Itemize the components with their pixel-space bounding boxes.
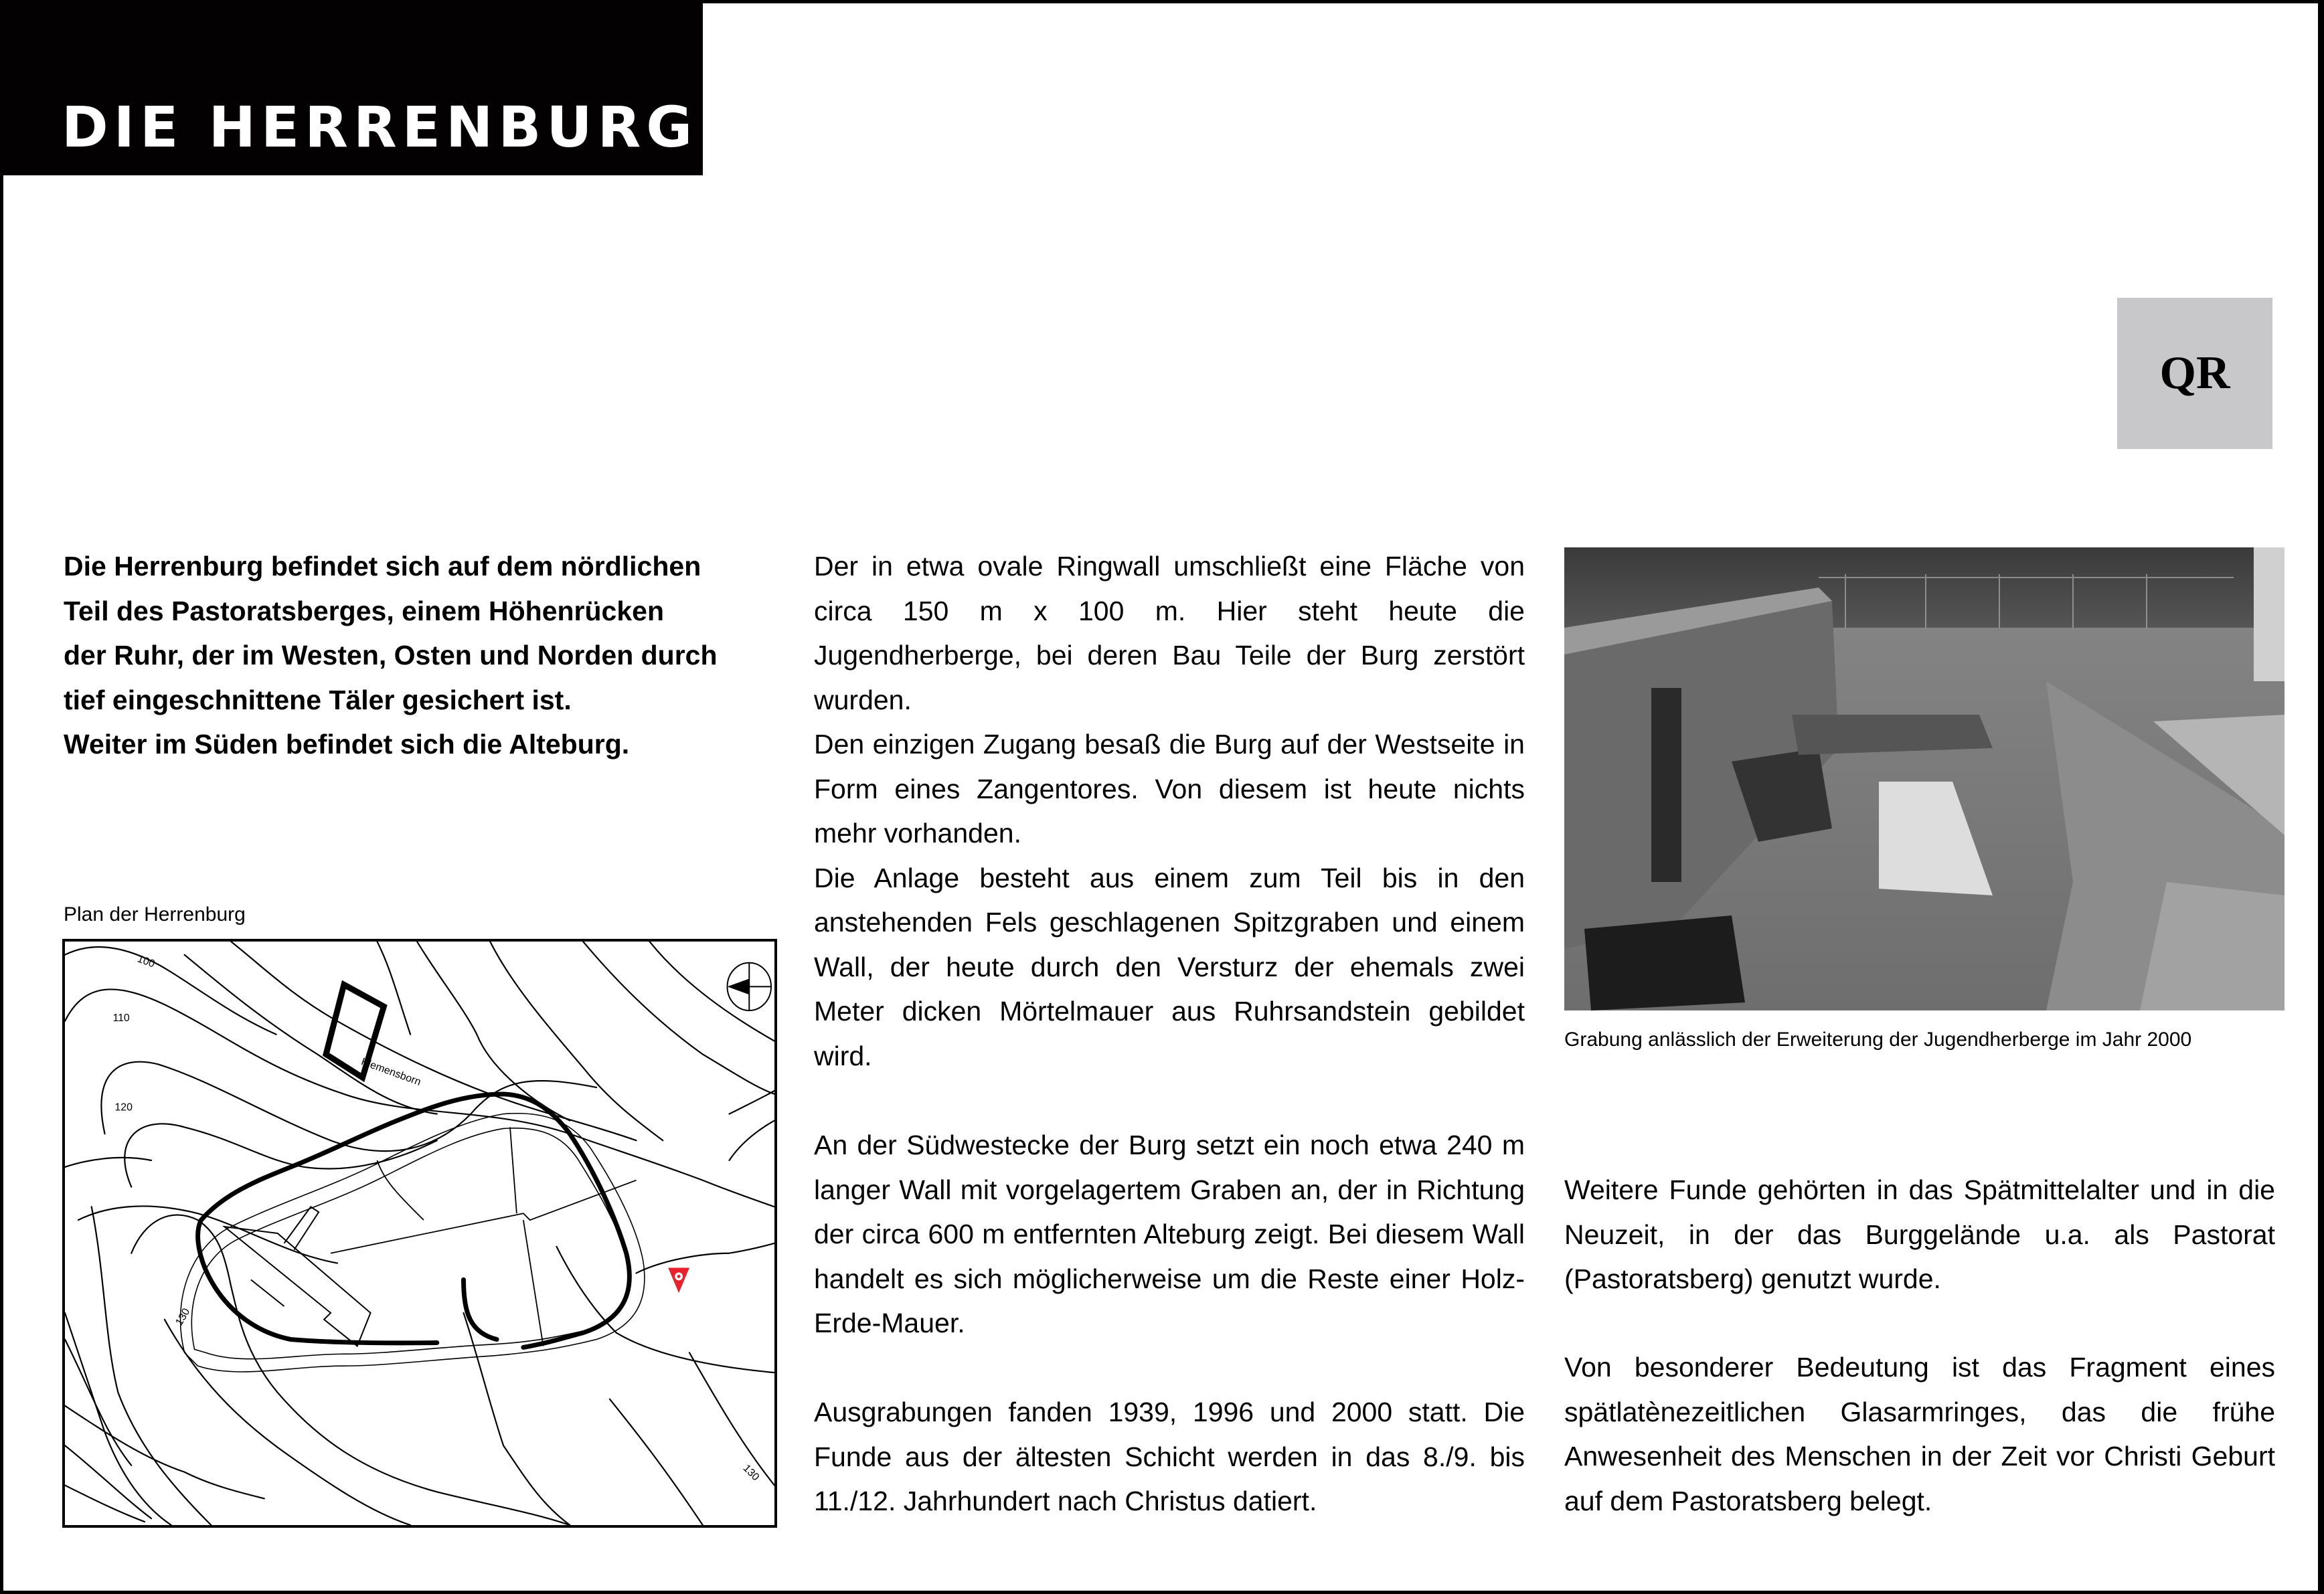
contour-label-130-west: 130 — [173, 1306, 193, 1328]
excavation-photo — [1564, 547, 2285, 1010]
stream-label: Klemensborn — [359, 1056, 423, 1089]
paragraph: Von besonderer Bedeutung ist das Fragment eines spätlatènezeitlichen Glasarmringes, das die frühe Anwesenheit des Menschen in der Zeit vor Christi Geburt auf dem Pastoratsberg belegt. — [1564, 1352, 2275, 1516]
column2-block1 — [814, 544, 1525, 1078]
map-labels — [112, 954, 761, 1484]
hostel-building — [224, 1207, 370, 1346]
contour-lines — [65, 942, 774, 1525]
intro-line: Weiter im Süden befindet sich die Alteburg. — [64, 729, 630, 760]
paragraph: Der in etwa ovale Ringwall umschließt eine Fläche von circa 150 m x 100 m. Hier steht heute die Jugendherberge, bei deren Bau Teile der Burg zerstört wurden. — [814, 551, 1525, 715]
intro-line: tief eingeschnittene Täler gesichert ist. — [64, 684, 572, 715]
location-marker-icon — [668, 1268, 689, 1294]
map-caption: Plan der Herrenburg — [64, 903, 246, 925]
column2-block3 — [814, 1390, 1525, 1524]
qr-label: QR — [2159, 347, 2230, 399]
site-plan-map — [62, 939, 777, 1528]
page-title: DIE HERRENBURG — [62, 94, 698, 160]
paragraph: Die Anlage besteht aus einem zum Teil bis in den anstehenden Fels geschlagenen Spitzgraben und einem Wall, der heute durch den Versturz der ehemals zwei Meter dicken Mörtelmauer aus Ruhrsandstein gebildet wird. — [814, 862, 1525, 1071]
site-plan-drawing — [65, 942, 774, 1525]
column3-block2 — [1564, 1345, 2275, 1523]
contour-label-110: 110 — [112, 1012, 130, 1024]
title-banner — [0, 0, 703, 175]
contour-label-120: 120 — [114, 1101, 133, 1114]
contour-label-100: 100 — [135, 953, 157, 970]
intro-line: der Ruhr, der im Westen, Osten und Norden durch — [64, 640, 718, 671]
contour-label-130-south: 130 — [740, 1462, 762, 1484]
paragraph: Weitere Funde gehörten in das Spätmittelalter und in die Neuzeit, in der das Burggelände u.a. als Pastorat (Pastoratsberg) genutzt wurde. — [1564, 1174, 2275, 1294]
info-panel-page — [3, 3, 2318, 1591]
paragraph: An der Südwestecke der Burg setzt ein noch etwa 240 m langer Wall mit vorgelagertem Graben an, der in Richtung der circa 600 m entfernten Alteburg zeigt. Bei diesem Wall handelt es sich möglicherweise um die Reste einer Holz-Erde-Mauer. — [814, 1130, 1525, 1338]
paragraph: Ausgrabungen fanden 1939, 1996 und 2000 statt. Die Funde aus der ältesten Schicht werden in das 8./9. bis 11./12. Jahrhundert nach Christus datiert. — [814, 1397, 1525, 1516]
intro-line: Teil des Pastoratsberges, einem Höhenrücken — [64, 595, 664, 626]
intro-line: Die Herrenburg befindet sich auf dem nördlichen — [64, 551, 701, 582]
photo-caption: Grabung anlässlich der Erweiterung der Jugendherberge im Jahr 2000 — [1564, 1029, 2192, 1051]
column2-block2 — [814, 1123, 1525, 1346]
column3-block1 — [1564, 1168, 2275, 1302]
compass-icon — [728, 963, 772, 1010]
paths — [331, 1127, 637, 1346]
excavation-photo-image — [1564, 547, 2285, 1010]
paragraph: Den einzigen Zugang besaß die Burg auf der Westseite in Form eines Zangentores. Von diesem ist heute nichts mehr vorhanden. — [814, 729, 1525, 849]
qr-code-placeholder[interactable] — [2117, 298, 2272, 449]
intro-text — [64, 544, 773, 767]
